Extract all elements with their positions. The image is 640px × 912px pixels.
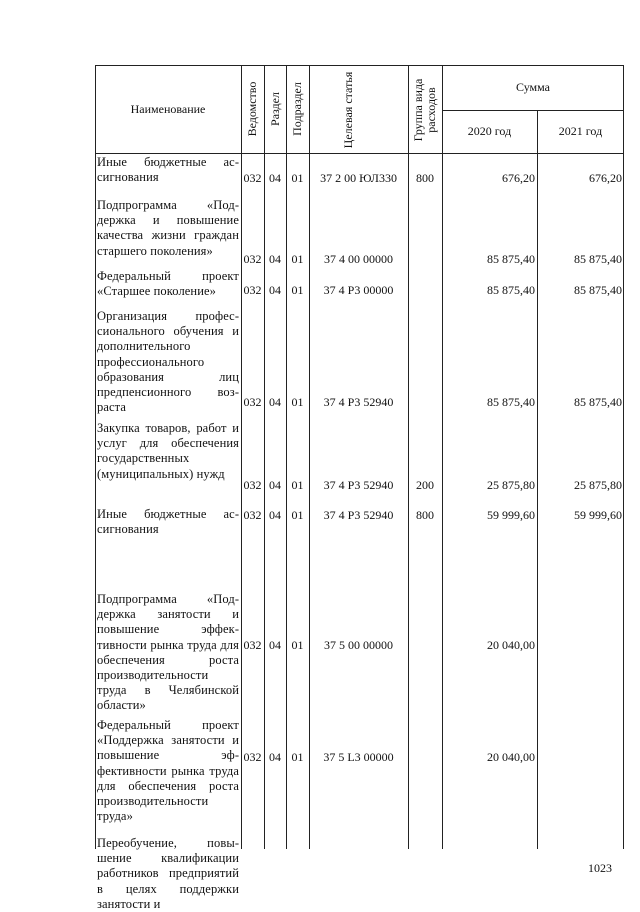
row-sum-2021: 85 875,40	[574, 283, 622, 297]
header-podrazdel: Подраздел	[290, 82, 304, 136]
row-name: Федеральный проект «Старшее поколение»	[97, 269, 239, 299]
row-celevaya-statya: 37 5 L3 00000	[323, 750, 394, 764]
row-sum-2021: 85 875,40	[574, 252, 622, 266]
row-vedomstvo: 032	[243, 395, 262, 409]
row-razdel: 04	[269, 638, 281, 652]
row-sum-2020: 676,20	[502, 171, 535, 185]
row-gruppa: 800	[416, 508, 434, 522]
row-sum-2021: 59 999,60	[574, 508, 622, 522]
row-sum-2020: 85 875,40	[487, 395, 535, 409]
row-sum-2020: 59 999,60	[487, 508, 535, 522]
row-sum-2021: 85 875,40	[574, 395, 622, 409]
row-name: Подпрограмма «Поддержка занятости и повышение эффективности рынка труда для обеспечения роста производительности труда в Челябинской области»	[97, 592, 239, 713]
row-vedomstvo: 032	[243, 478, 262, 492]
row-name: Иные бюджетные ассигнования	[97, 507, 239, 537]
row-razdel: 04	[269, 508, 281, 522]
row-sum-2020: 20 040,00	[487, 638, 535, 652]
header-year-2020: 2020 год	[467, 124, 512, 138]
header-vedomstvo: Ведомство	[245, 81, 259, 137]
row-celevaya-statya: 37 4 P3 52940	[323, 395, 394, 409]
row-razdel: 04	[269, 478, 281, 492]
row-celevaya-statya: 37 4 P3 52940	[323, 508, 394, 522]
row-celevaya-statya: 37 4 00 00000	[324, 252, 393, 266]
row-celevaya-statya: 37 5 00 00000	[324, 638, 393, 652]
header-year-2021: 2021 год	[558, 124, 603, 138]
header-summa: Сумма	[516, 80, 550, 94]
page-number: 1023	[588, 861, 612, 875]
header-bottom-line	[95, 153, 624, 154]
row-gruppa: 800	[416, 171, 434, 185]
row-sum-2020: 85 875,40	[487, 252, 535, 266]
row-celevaya-statya: 37 2 00 ЮЛ330	[320, 171, 397, 185]
row-celevaya-statya: 37 4 P3 00000	[323, 283, 394, 297]
header-gruppa-vida-rashodov: Группа вида расходов	[411, 78, 438, 142]
row-vedomstvo: 032	[243, 283, 262, 297]
row-podrazdel: 01	[291, 638, 304, 652]
row-sum-2021: 25 875,80	[574, 478, 622, 492]
row-name: Подпрограмма «Поддержка и повышение качества жизни граждан старшего поколения»	[97, 198, 239, 258]
row-razdel: 04	[269, 171, 281, 185]
row-vedomstvo: 032	[243, 171, 262, 185]
row-podrazdel: 01	[291, 478, 304, 492]
table-border-left	[95, 65, 96, 849]
row-sum-2021: 676,20	[589, 171, 622, 185]
row-podrazdel: 01	[291, 750, 304, 764]
row-name: Организация профессионального обучения и дополнительного профессионального образования лиц предпенсионного возраста	[97, 309, 239, 415]
table-border-right	[623, 65, 624, 849]
row-vedomstvo: 032	[243, 750, 262, 764]
row-name: Закупка товаров, работ и услуг для обеспечения государственных (муниципальных) нужд	[97, 421, 239, 481]
row-vedomstvo: 032	[243, 508, 262, 522]
row-sum-2020: 85 875,40	[487, 283, 535, 297]
row-gruppa: 200	[416, 478, 434, 492]
row-vedomstvo: 032	[243, 638, 262, 652]
row-name: Переобучение, повышение квалификации работников предприятий в целях поддержки занятости и	[97, 836, 239, 911]
row-podrazdel: 01	[291, 395, 304, 409]
header-celevaya-statya: Целевая статья	[341, 71, 355, 149]
row-name: Иные бюджетные ассигнования	[97, 155, 239, 185]
row-podrazdel: 01	[291, 508, 304, 522]
row-razdel: 04	[269, 283, 281, 297]
row-sum-2020: 20 040,00	[487, 750, 535, 764]
row-razdel: 04	[269, 750, 281, 764]
row-podrazdel: 01	[291, 171, 304, 185]
row-podrazdel: 01	[291, 252, 304, 266]
header-name: Наименование	[130, 101, 206, 116]
row-celevaya-statya: 37 4 P3 52940	[323, 478, 394, 492]
row-sum-2020: 25 875,80	[487, 478, 535, 492]
row-razdel: 04	[269, 395, 281, 409]
header-razdel: Раздел	[268, 92, 282, 126]
row-podrazdel: 01	[291, 283, 304, 297]
row-razdel: 04	[269, 252, 281, 266]
row-name: Федеральный проект «Поддержка занятости и повышение эффективности рынка труда для обеспечения роста производительности труда»	[97, 718, 239, 824]
row-vedomstvo: 032	[243, 252, 262, 266]
